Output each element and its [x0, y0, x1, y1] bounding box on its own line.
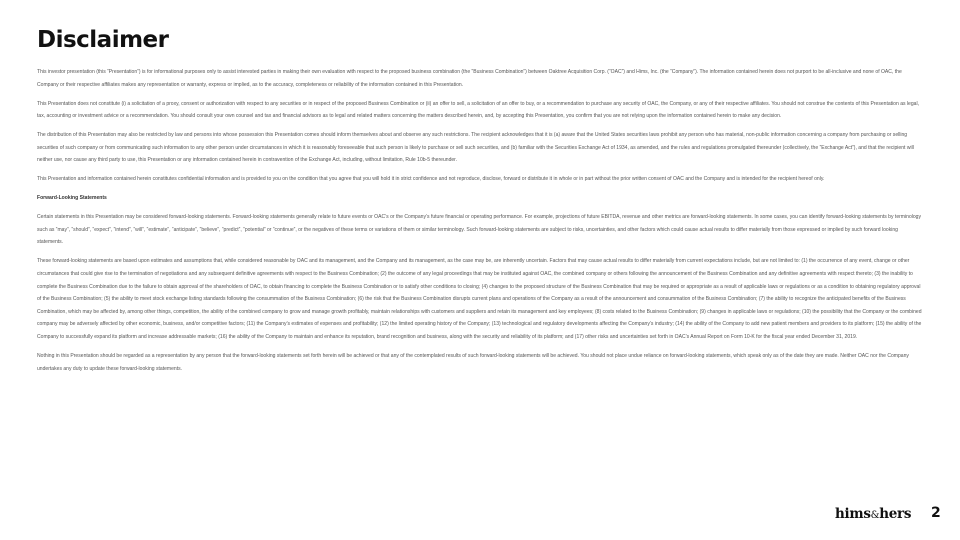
forward-looking-paragraph: Certain statements in this Presentation may be considered forward-looking statements. Forward-looking statements generally relate to future events or OAC’s or the Company’s future financial or operating performance. For example, projections of future EBITDA, revenue and other metrics are forward-looking statements. In some cases, you can identify forward-looking statements by terminology such as “may”, “should”, “expect”, “intend”, “will”, “estimate”, “anticipate”, “believe”, “predict”, “potential” or “continue”, or the negatives of these terms or variations of them or similar terminology. Such forward-looking statements are subject to risks, uncertainties, and other factors which could cause actual results to differ materially from those expressed or implied by such forward looking statements. — [37, 214, 922, 246]
forward-looking-paragraph: These forward-looking statements are based upon estimates and assumptions that, while considered reasonable by OAC and its management, and the Company and its management, as the case may be, are inherently uncertain. Factors that may cause actual results to differ materially from current expectations include, but are not limited to: (1) the occurrence of any event, change or other circumstances that could give rise to the termination of negotiations and any subsequent definitive agreements with respect to the Business Combination; (2) the outcome of any legal proceedings that may be instituted against OAC, the combined company or others following the announcement of the Business Combination and any definitive agreements with respect thereto; (3) the inability to complete the Business Combination due to the failure to obtain approval of the shareholders of OAC, to obtain financing to complete the Business Combination or to satisfy other conditions to closing; (4) changes to the proposed structure of the Business Combination that may be required or appropriate as a result of applicable laws or regulations or as a condition to obtaining regulatory approval of the Business Combination; (5) the ability to meet stock exchange listing standards following the consummation of the Business Combination; (6) the risk that the Business Combination disrupts current plans and operations of the Company as a result of the announcement and consummation of the Business Combination; (7) the ability to recognize the anticipated benefits of the Business Combination, which may be affected by, among other things, competition, the ability of the combined company to grow and manage growth profitably, maintain relationships with customers and suppliers and retain its management and key employees; (8) costs related to the Business Combination; (9) changes in applicable laws or regulations; (10) the possibility that the Company or the combined company may be adversely affected by other economic, business, and/or competitive factors; (11) the Company’s estimates of expenses and profitability; (12) the limited operating history of the Company; (13) technological and regulatory developments affecting the Company’s industry; (14) the ability of the Company to add new patient members and providers to its platform; (15) the ability of the Company to successfully expand its platform and increase addressable markets; (16) the ability of the Company to maintain and enhance its reputation, brand recognition and business, along with the security and reliability of its platform; and (17) other risks and uncertainties set forth in OAC’s Annual Report on Form 10-K for the fiscal year ended December 31, 2019. — [37, 258, 922, 341]
section-heading: Forward-Looking Statements — [37, 195, 107, 202]
logo-text-hers: hers — [879, 506, 912, 522]
disclaimer-paragraph: This Presentation does not constitute (i) a solicitation of a proxy, consent or authorization with respect to any securities or in respect of the proposed Business Combination or (ii) an offer to sell, a solicitation of an offer to buy, or a recommendation to purchase any security of OAC, the Company, or any of their respective affiliates. You should not construe the contents of this Presentation as legal, tax, accounting or investment advice or a recommendation. You should consult your own counsel and tax and financial advisors as to legal and related matters concerning the matters described herein, and, by accepting this Presentation, you confirm that you are not relying upon the information contained herein to make any decision. — [37, 100, 919, 120]
disclaimer-paragraph: This Presentation and information contained herein constitutes confidential information and is provided to you on the condition that you agree that you will hold it in strict confidence and not reproduce, disclose, forward or distribute it in whole or in part without the prior written consent of OAC and the Company and is intended for the recipient hereof only. — [37, 176, 825, 183]
logo-text-hims: hims — [835, 506, 871, 522]
page-title: Disclaimer — [37, 27, 169, 53]
disclaimer-body — [37, 66, 923, 382]
disclaimer-paragraph: The distribution of this Presentation may also be restricted by law and persons into whose possession this Presentation comes should inform themselves about and observe any such restrictions. The recipient acknowledges that it is (a) aware that the United States securities laws prohibit any person who has material, non-public information concerning a company from purchasing or selling securities of such company or from communicating such information to any other person under circumstances in which it is reasonably foreseeable that such person is likely to purchase or sell such securities, and (b) familiar with the Securities Exchange Act of 1934, as amended, and the rules and regulations promulgated thereunder (collectively, the “Exchange Act”), and that the recipient will neither use, nor cause any third party to use, this Presentation or any information contained herein in contravention of the Exchange Act, including, without limitation, Rule 10b-5 thereunder. — [37, 132, 914, 164]
page-number: 2 — [931, 505, 941, 521]
forward-looking-paragraph: Nothing in this Presentation should be regarded as a representation by any person that the forward-looking statements set forth herein will be achieved or that any of the contemplated results of such forward-looking statements will be achieved. You should not place undue reliance on forward-looking statements, which speak only as of the date they are made. Neither OAC nor the Company undertakes any duty to update these forward-looking statements. — [37, 353, 909, 372]
logo-ampersand: & — [870, 510, 880, 521]
disclaimer-paragraph: This investor presentation (this “Presentation”) is for informational purposes only to assist interested parties in making their own evaluation with respect to the proposed business combination (the “Business Combination”) between Oaktree Acquisition Corp. (“OAC”) and Hims, Inc. (the “Company”). The information contained herein does not purport to be all-inclusive and none of OAC, the Company or their respective affiliates makes any representation or warranty, express or implied, as to the accuracy, completeness or reliability of the information contained in this Presentation. — [37, 69, 902, 88]
hims-hers-logo — [835, 506, 911, 522]
